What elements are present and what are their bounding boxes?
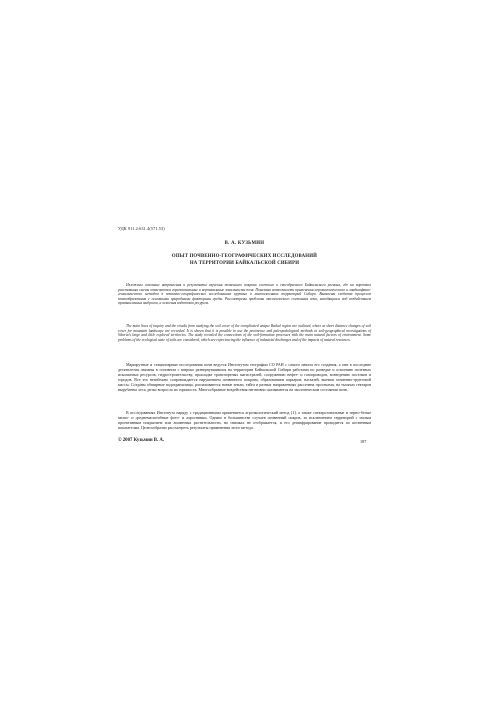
copyright-notice: © 2007 Кузьмин В. А. <box>118 438 165 443</box>
article-title <box>118 254 371 267</box>
page-number: 187 <box>360 439 367 444</box>
body-paragraph-2: В исследованиях Института наряду с традиционными применяется агроэкологический метод [1], а также спектрозональные и черно-белые мелко- и среднемасштабные фото- и аэроснимки. Однако в большинстве случаев почвенный покров, за исключением территорий с малым проективным покрытием или лишенных растительности, на снимках не отображается, и его дешифрирование проводится по косвенным показателям. Целесообразно рассмотреть результаты применения этого метода. <box>118 410 371 430</box>
abstract-english: The main lines of inquiry and the results from studying the soil cover of the complicated unique Baikal region are outlined, where at short distance changes of soil cover for mountain landscape are recorded. It is shown that it is possible to use the pertinence and paleopedological methods in soil-geographical investigations of Siberia's large and little explored territories. The study revealed the connections of the soil-formation processes with the main natural factors of environment. Some problems of the ecological state of soils are considered, which are experiencing the influence of industrial discharges and of the impacts of natural resources. <box>118 324 371 342</box>
title-line-1: ОПЫТ ПОЧВЕННО-ГЕОГРАФИЧЕСКИХ ИССЛЕДОВАНИЙ <box>171 254 318 259</box>
abstract-russian: Изложены основные направления и результаты изучения почвенного покрова сложного и своеобразного Байкальского региона, где на коротких расстояниях смены отмечаются горизонтальные и вертикальные зональности почв. Показаны возможности применения агроэкологического и ландшафтно-геохимического методов в почвенно-географических исследованиях крупных и малоосвоенных территорий Сибири. Выявлены сходства процессов почвообразования с основными природными факторами среды. Рассмотрены проблемы экологического состояния почв, находящихся под воздействием промышленных выбросов, и освоения водотоков ресурсов. <box>118 283 371 306</box>
udc-code: УДК 911.2:631.4(571.53) <box>118 226 165 231</box>
author-name: В. А. КУЗЬМИН <box>224 241 265 246</box>
body-paragraph-1: Маршрутные и стационарные исследования почв ведутся Институтом географии СО РАН с самого начала его создания, а они в последние десятилетия связаны в основном с широко развернувшимися на территории Байкальской Сибири работами по разведке и освоению полезных ископаемых ресурсов, гидростроительству, прокладке транспортных магистралей, сооружению нефте- и газопроводов, возведению поселков и городов. Все это неизбежно сопровождается нарушением почвенного покрова, образованием карьеров, насыпей, выемок почвенно-грунтовой массы. Созданы обширные водохранилища, распахиваются новые земли, тайга в разных направлениях рассечена просеками, на тысячах гектаров вырублены леса, резко возросла их горимость. Многообразные воздействия негативно сказываются на экологическом состоянии почв. <box>118 362 371 392</box>
title-line-2: НА ТЕРРИТОРИИ БАЙКАЛЬСКОЙ СИБИРИ <box>189 260 300 266</box>
